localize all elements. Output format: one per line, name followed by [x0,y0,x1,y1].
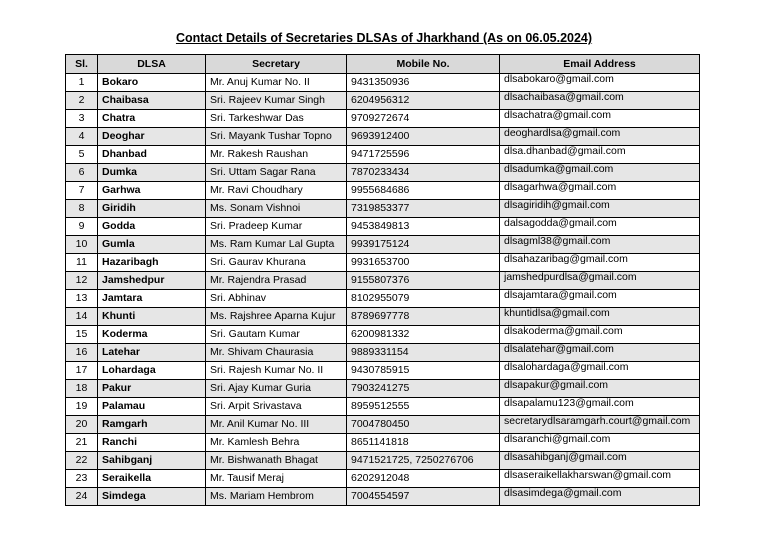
table-row [66,182,700,200]
cell-dlsa: Sahibganj [98,452,206,470]
cell-sl: 19 [66,398,98,416]
cell-sl: 8 [66,200,98,218]
cell-secretary: Mr. Bishwanath Bhagat [206,452,347,470]
table-row [66,92,700,110]
table-row [66,164,700,182]
table-row [66,74,700,92]
column-header-secretary: Secretary [206,55,347,74]
cell-dlsa: Jamtara [98,290,206,308]
cell-dlsa: Khunti [98,308,206,326]
table-row [66,416,700,434]
table-row [66,146,700,164]
cell-sl: 7 [66,182,98,200]
cell-dlsa: Godda [98,218,206,236]
cell-dlsa: Latehar [98,344,206,362]
cell-email: dlsapakur@gmail.com [500,380,700,398]
cell-mobile: 8651141818 [347,434,500,452]
cell-sl: 1 [66,74,98,92]
cell-mobile: 8102955079 [347,290,500,308]
table-row [66,488,700,506]
cell-dlsa: Lohardaga [98,362,206,380]
cell-secretary: Sri. Arpit Srivastava [206,398,347,416]
cell-sl: 17 [66,362,98,380]
cell-secretary: Sri. Ajay Kumar Guria [206,380,347,398]
cell-dlsa: Garhwa [98,182,206,200]
table-row [66,380,700,398]
cell-mobile: 9430785915 [347,362,500,380]
cell-mobile: 7004780450 [347,416,500,434]
cell-mobile: 7903241275 [347,380,500,398]
table-row [66,398,700,416]
cell-mobile: 7319853377 [347,200,500,218]
cell-mobile: 9693912400 [347,128,500,146]
table-row [66,110,700,128]
cell-mobile: 9955684686 [347,182,500,200]
cell-dlsa: Koderma [98,326,206,344]
column-header-email: Email Address [500,55,700,74]
cell-secretary: Ms. Mariam Hembrom [206,488,347,506]
cell-dlsa: Dhanbad [98,146,206,164]
cell-email: dlsakoderma@gmail.com [500,326,700,344]
table-row [66,290,700,308]
cell-secretary: Sri. Abhinav [206,290,347,308]
cell-email: dlsalohardaga@gmail.com [500,362,700,380]
cell-secretary: Sri. Uttam Sagar Rana [206,164,347,182]
cell-sl: 18 [66,380,98,398]
cell-email: dalsagodda@gmail.com [500,218,700,236]
cell-mobile: 6202912048 [347,470,500,488]
cell-mobile: 9939175124 [347,236,500,254]
cell-secretary: Sri. Mayank Tushar Topno [206,128,347,146]
cell-email: dlsaseraikellakharswan@gmail.com [500,470,700,488]
table-row [66,470,700,488]
cell-dlsa: Jamshedpur [98,272,206,290]
cell-dlsa: Hazaribagh [98,254,206,272]
cell-secretary: Mr. Rajendra Prasad [206,272,347,290]
cell-sl: 21 [66,434,98,452]
cell-email: dlsagarhwa@gmail.com [500,182,700,200]
cell-mobile: 7004554597 [347,488,500,506]
cell-email: dlsachatra@gmail.com [500,110,700,128]
column-header-mobile: Mobile No. [347,55,500,74]
cell-secretary: Sri. Tarkeshwar Das [206,110,347,128]
cell-sl: 4 [66,128,98,146]
cell-sl: 20 [66,416,98,434]
cell-email: dlsalatehar@gmail.com [500,344,700,362]
cell-sl: 3 [66,110,98,128]
cell-email: dlsasimdega@gmail.com [500,488,700,506]
table-row [66,128,700,146]
table-row [66,200,700,218]
cell-sl: 10 [66,236,98,254]
table-header-row [66,55,700,74]
cell-mobile: 9453849813 [347,218,500,236]
cell-dlsa: Chaibasa [98,92,206,110]
cell-secretary: Sri. Rajeev Kumar Singh [206,92,347,110]
contacts-table [65,54,700,506]
cell-dlsa: Simdega [98,488,206,506]
cell-dlsa: Deoghar [98,128,206,146]
cell-mobile: 9431350936 [347,74,500,92]
cell-sl: 23 [66,470,98,488]
table-row [66,254,700,272]
cell-email: dlsajamtara@gmail.com [500,290,700,308]
cell-sl: 14 [66,308,98,326]
cell-dlsa: Seraikella [98,470,206,488]
cell-secretary: Mr. Ravi Choudhary [206,182,347,200]
cell-dlsa: Bokaro [98,74,206,92]
table-row [66,344,700,362]
table-row [66,326,700,344]
cell-secretary: Ms. Rajshree Aparna Kujur [206,308,347,326]
cell-mobile: 9155807376 [347,272,500,290]
cell-email: jamshedpurdlsa@gmail.com [500,272,700,290]
cell-email: deoghardlsa@gmail.com [500,128,700,146]
table-row [66,236,700,254]
cell-mobile: 9931653700 [347,254,500,272]
cell-sl: 22 [66,452,98,470]
cell-mobile: 9471725596 [347,146,500,164]
cell-secretary: Mr. Kamlesh Behra [206,434,347,452]
cell-email: dlsapalamu123@gmail.com [500,398,700,416]
cell-email: secretarydlsaramgarh.court@gmail.com [500,416,700,434]
cell-email: khuntidlsa@gmail.com [500,308,700,326]
cell-mobile: 9889331154 [347,344,500,362]
cell-secretary: Sri. Pradeep Kumar [206,218,347,236]
table-row [66,362,700,380]
cell-secretary: Mr. Shivam Chaurasia [206,344,347,362]
cell-email: dlsadumka@gmail.com [500,164,700,182]
cell-secretary: Sri. Gautam Kumar [206,326,347,344]
cell-mobile: 8959512555 [347,398,500,416]
cell-sl: 2 [66,92,98,110]
column-header-dlsa: DLSA [98,55,206,74]
cell-email: dlsachaibasa@gmail.com [500,92,700,110]
cell-dlsa: Ramgarh [98,416,206,434]
cell-secretary: Mr. Anil Kumar No. III [206,416,347,434]
table-row [66,452,700,470]
cell-sl: 15 [66,326,98,344]
cell-dlsa: Chatra [98,110,206,128]
table-body [66,74,700,506]
cell-dlsa: Palamau [98,398,206,416]
cell-mobile: 6204956312 [347,92,500,110]
cell-mobile: 9709272674 [347,110,500,128]
cell-sl: 13 [66,290,98,308]
cell-mobile: 7870233434 [347,164,500,182]
cell-secretary: Mr. Rakesh Raushan [206,146,347,164]
cell-secretary: Ms. Ram Kumar Lal Gupta [206,236,347,254]
cell-email: dlsasahibganj@gmail.com [500,452,700,470]
cell-sl: 6 [66,164,98,182]
cell-secretary: Sri. Rajesh Kumar No. II [206,362,347,380]
cell-sl: 24 [66,488,98,506]
cell-mobile: 8789697778 [347,308,500,326]
cell-dlsa: Pakur [98,380,206,398]
cell-secretary: Mr. Tausif Meraj [206,470,347,488]
table-row [66,272,700,290]
cell-mobile: 9471521725, 7250276706 [347,452,500,470]
cell-email: dlsagml38@gmail.com [500,236,700,254]
cell-dlsa: Giridih [98,200,206,218]
cell-dlsa: Gumla [98,236,206,254]
table-row [66,218,700,236]
cell-secretary: Mr. Anuj Kumar No. II [206,74,347,92]
cell-email: dlsahazaribag@gmail.com [500,254,700,272]
page-title: Contact Details of Secretaries DLSAs of Jharkhand (As on 06.05.2024) [175,31,593,45]
cell-email: dlsabokaro@gmail.com [500,74,700,92]
table-row [66,434,700,452]
cell-secretary: Sri. Gaurav Khurana [206,254,347,272]
cell-email: dlsaranchi@gmail.com [500,434,700,452]
table-row [66,308,700,326]
cell-email: dlsagiridih@gmail.com [500,200,700,218]
cell-mobile: 6200981332 [347,326,500,344]
cell-secretary: Ms. Sonam Vishnoi [206,200,347,218]
cell-dlsa: Ranchi [98,434,206,452]
cell-dlsa: Dumka [98,164,206,182]
cell-email: dlsa.dhanbad@gmail.com [500,146,700,164]
cell-sl: 12 [66,272,98,290]
cell-sl: 9 [66,218,98,236]
column-header-sl: Sl. [66,55,98,74]
cell-sl: 16 [66,344,98,362]
cell-sl: 5 [66,146,98,164]
cell-sl: 11 [66,254,98,272]
